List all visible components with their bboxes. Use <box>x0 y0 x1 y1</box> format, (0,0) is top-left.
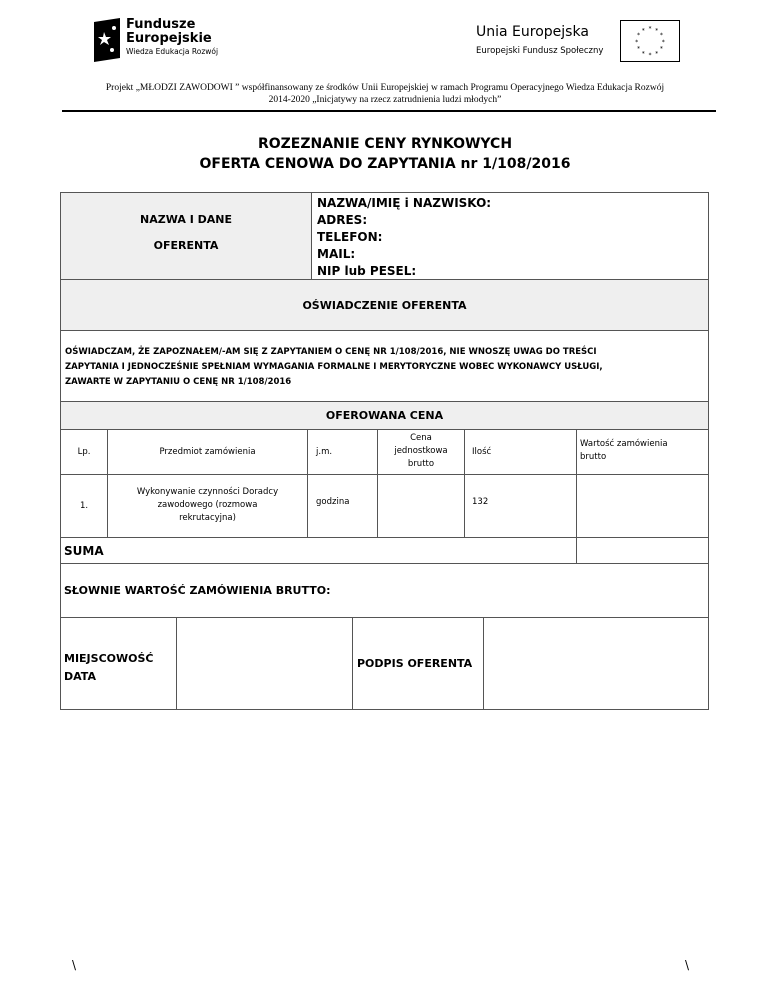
title-line-1: ROZEZNANIE CENY RYNKOWYCH <box>257 136 513 152</box>
project-line-2: 2014-2020 „Inicjatywy na rzecz zatrudnienia ludzi młodych” <box>268 95 502 105</box>
fe-star-flag-icon <box>92 18 122 62</box>
suma-value <box>576 537 709 564</box>
oswiadczenie-line2: ZAPYTANIA I JEDNOCZEŚNIE SPEŁNIAM WYMAGANIA FORMALNE I MERYTORYCZNE WOBEC WYKONAWCY USŁUGI, <box>65 362 603 372</box>
oswiadczenie-line1: OŚWIADCZAM, ŻE ZAPOZNAŁEM/-AM SIĘ Z ZAPYTANIEM O CENĘ NR 1/108/2016, NIE WNOSZĘ UWAG DO TREŚCI <box>65 347 597 357</box>
svg-text:*: * <box>641 28 645 35</box>
header-wartosc <box>576 429 709 475</box>
fundusze-europejskie-logo <box>92 18 232 66</box>
row1-przedmiot-l2: zawodowego (rozmowa <box>157 500 258 510</box>
svg-text:*: * <box>655 51 659 58</box>
header-lp: Lp. <box>60 429 108 475</box>
svg-text:*: * <box>637 46 641 53</box>
field-mail: MAIL: <box>317 247 356 261</box>
field-adres: ADRES: <box>317 213 368 227</box>
oswiadczenie-line3: ZAWARTE W ZAPYTANIU O CENĘ NR 1/108/2016 <box>65 377 292 387</box>
oferowana-cena-heading: OFEROWANA CENA <box>60 401 709 430</box>
miejscowosc-data-field[interactable] <box>176 617 353 710</box>
project-description <box>40 82 730 106</box>
oswiadczenie-text <box>60 330 709 402</box>
eu-flag-icon <box>620 20 680 62</box>
header-przedmiot: Przedmiot zamówienia <box>107 429 308 475</box>
row1-jm: godzina <box>307 474 378 538</box>
header-cena-l1: Cena <box>410 433 432 443</box>
oferent-label-line1: NAZWA I DANE <box>140 213 232 226</box>
header-wartosc-l2: brutto <box>580 452 607 462</box>
podpis-oferenta-field[interactable] <box>483 617 709 710</box>
svg-text:*: * <box>641 51 645 58</box>
header-ilosc: Ilość <box>464 429 577 475</box>
header-wartosc-l1: Wartość zamówienia <box>580 439 668 449</box>
header-cena <box>377 429 465 475</box>
oferent-label-line2: OFERENTA <box>153 239 219 252</box>
svg-text:*: * <box>648 26 652 33</box>
row1-lp: 1. <box>60 474 108 538</box>
footer-mark-left: \ <box>72 958 77 972</box>
svg-text:*: * <box>635 39 639 46</box>
project-line-1: Projekt „MŁODZI ZAWODOWI ” współfinansowany ze środków Unii Europejskiej w ramach Programu Operacyjnego Wiedza Edukacja Rozwój <box>105 83 665 93</box>
oswiadczenie-heading: OŚWIADCZENIE OFERENTA <box>60 279 709 331</box>
fe-logo-line1: Fundusze <box>126 17 196 32</box>
row1-przedmiot <box>107 474 308 538</box>
title-line-2: OFERTA CENOWA DO ZAPYTANIA nr 1/108/2016 <box>199 156 571 172</box>
svg-text:*: * <box>659 33 663 40</box>
row1-wartosc <box>576 474 709 538</box>
row1-ilosc: 132 <box>464 474 577 538</box>
field-nazwa: NAZWA/IMIĘ i NAZWISKO: <box>317 196 492 210</box>
ue-logo-line2: Europejski Fundusz Społeczny <box>476 46 604 56</box>
svg-text:*: * <box>661 39 665 46</box>
oferent-fields-cell <box>311 192 709 280</box>
ue-logo-line1: Unia Europejska <box>476 24 589 40</box>
header-cena-l2: jednostkowa <box>394 446 448 456</box>
miejscowosc-data-label <box>60 617 177 710</box>
miejscowosc-label: MIEJSCOWOŚĆ <box>64 652 154 665</box>
oferent-label-cell <box>60 192 312 280</box>
field-telefon: TELEFON: <box>317 230 383 244</box>
fe-logo-line2: Europejskie <box>126 31 212 46</box>
header-cena-l3: brutto <box>407 459 435 469</box>
svg-text:*: * <box>637 33 641 40</box>
unia-europejska-logo-text <box>476 24 603 58</box>
slownie-wartosc: SŁOWNIE WARTOŚĆ ZAMÓWIENIA BRUTTO: <box>60 563 709 618</box>
field-nip-pesel: NIP lub PESEL: <box>317 264 417 278</box>
row1-cena <box>377 474 465 538</box>
svg-text:*: * <box>655 28 659 35</box>
document-title <box>40 134 730 174</box>
svg-text:*: * <box>648 53 652 60</box>
header-jm: j.m. <box>307 429 378 475</box>
svg-text:*: * <box>659 46 663 53</box>
row1-przedmiot-l1: Wykonywanie czynności Doradcy <box>136 487 279 497</box>
suma-label: SUMA <box>60 537 577 564</box>
header-divider <box>62 110 716 112</box>
row1-przedmiot-l3: rekrutacyjna) <box>179 513 236 523</box>
fe-logo-line3: Wiedza Edukacja Rozwój <box>126 47 219 56</box>
data-label: DATA <box>64 670 96 683</box>
podpis-oferenta-label: PODPIS OFERENTA <box>352 617 484 710</box>
footer-mark-right: \ <box>685 958 690 972</box>
